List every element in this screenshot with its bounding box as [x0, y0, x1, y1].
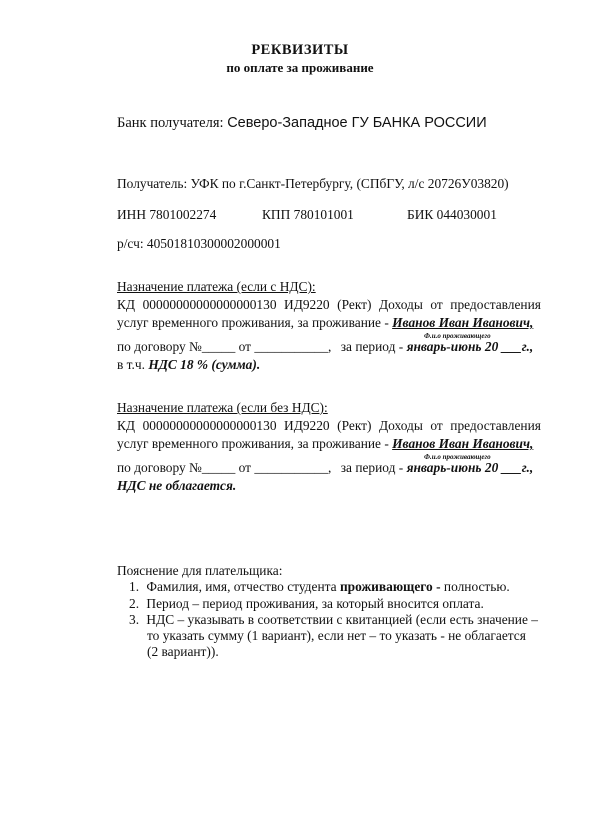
- note-item-2: [129, 596, 484, 612]
- inn: ИНН 7801002274: [117, 207, 217, 222]
- period-value: январь-июнь 20 ___г.,: [406, 460, 534, 475]
- vat-value: НДС 18 % (сумма).: [148, 357, 261, 372]
- word: от: [430, 418, 443, 433]
- note-text: полностью.: [443, 579, 510, 594]
- notes-heading: Пояснение для плательщика:: [117, 563, 283, 578]
- bank-label: Банк получателя:: [117, 115, 224, 131]
- recipient-line: Получатель: УФК по г.Санкт-Петербургу, (СПбГУ, л/с 20726У03820): [117, 176, 509, 191]
- word: предоставления: [450, 297, 541, 312]
- word: ИД9220: [284, 418, 330, 433]
- word: ИД9220: [284, 297, 330, 312]
- payer-name: Иванов Иван Иванович,: [392, 315, 534, 330]
- kpp: КПП 780101001: [262, 207, 354, 222]
- page-subtitle: по оплате за проживание: [226, 60, 374, 75]
- without-vat-line4: НДС не облагается.: [117, 478, 237, 493]
- word: 00000000000000000130: [142, 297, 277, 312]
- without-vat-line2: [117, 436, 533, 452]
- name-caption: Ф.и.о проживающего: [424, 453, 491, 461]
- word: КД: [117, 297, 136, 312]
- vat-prefix: в т.ч.: [117, 357, 145, 372]
- with-vat-line2: [117, 315, 533, 331]
- note-text: Период – период проживания, за который вносится оплата.: [146, 596, 484, 611]
- note-item-3: [129, 612, 538, 628]
- note-item-3-line2: то указать сумму (1 вариант), если нет – то указать - не облагается: [147, 628, 526, 643]
- without-vat-heading: Назначение платежа (если без НДС):: [117, 400, 328, 415]
- note-text: Фамилия, имя, отчество студента: [146, 579, 337, 594]
- page-title: РЕКВИЗИТЫ: [251, 42, 349, 58]
- word: предоставления: [450, 418, 541, 433]
- line2-prefix: услуг временного проживания, за проживание -: [117, 436, 389, 451]
- note-item-1: [129, 579, 510, 595]
- word: Доходы: [379, 418, 423, 433]
- word: 00000000000000000130: [142, 418, 277, 433]
- word: от: [430, 297, 443, 312]
- without-vat-line3: [117, 460, 533, 476]
- bank-value: Северо-Западное ГУ БАНКА РОССИИ: [227, 115, 487, 131]
- word: (Рект): [337, 418, 372, 433]
- word: (Рект): [337, 297, 372, 312]
- note-text: НДС – указывать в соответствии с квитанцией (если есть значение –: [146, 612, 538, 627]
- list-number: 3.: [129, 612, 140, 627]
- note-item-3-line3: (2 вариант)).: [147, 644, 219, 659]
- list-number: 1.: [129, 579, 140, 594]
- period-value: январь-июнь 20 ___г.,: [406, 339, 534, 354]
- period-label: за период -: [340, 460, 404, 475]
- name-caption: Ф.и.о проживающего: [424, 332, 491, 340]
- with-vat-heading: Назначение платежа (если с НДС):: [117, 279, 316, 294]
- note-bold-text: проживающего -: [339, 579, 441, 594]
- contract-text: по договору №_____ от ___________,: [117, 460, 332, 475]
- with-vat-line4: [117, 357, 260, 373]
- with-vat-line1: [117, 297, 541, 313]
- bank-line: [117, 115, 487, 132]
- word: КД: [117, 418, 136, 433]
- period-label: за период -: [340, 339, 404, 354]
- payer-name: Иванов Иван Иванович,: [392, 436, 534, 451]
- with-vat-line3: [117, 339, 533, 355]
- account-line: р/сч: 40501810300002000001: [117, 236, 281, 251]
- bik: БИК 044030001: [407, 207, 497, 222]
- line2-prefix: услуг временного проживания, за проживание -: [117, 315, 389, 330]
- list-number: 2.: [129, 596, 140, 611]
- contract-text: по договору №_____ от ___________,: [117, 339, 332, 354]
- word: Доходы: [379, 297, 423, 312]
- without-vat-line1: [117, 418, 541, 434]
